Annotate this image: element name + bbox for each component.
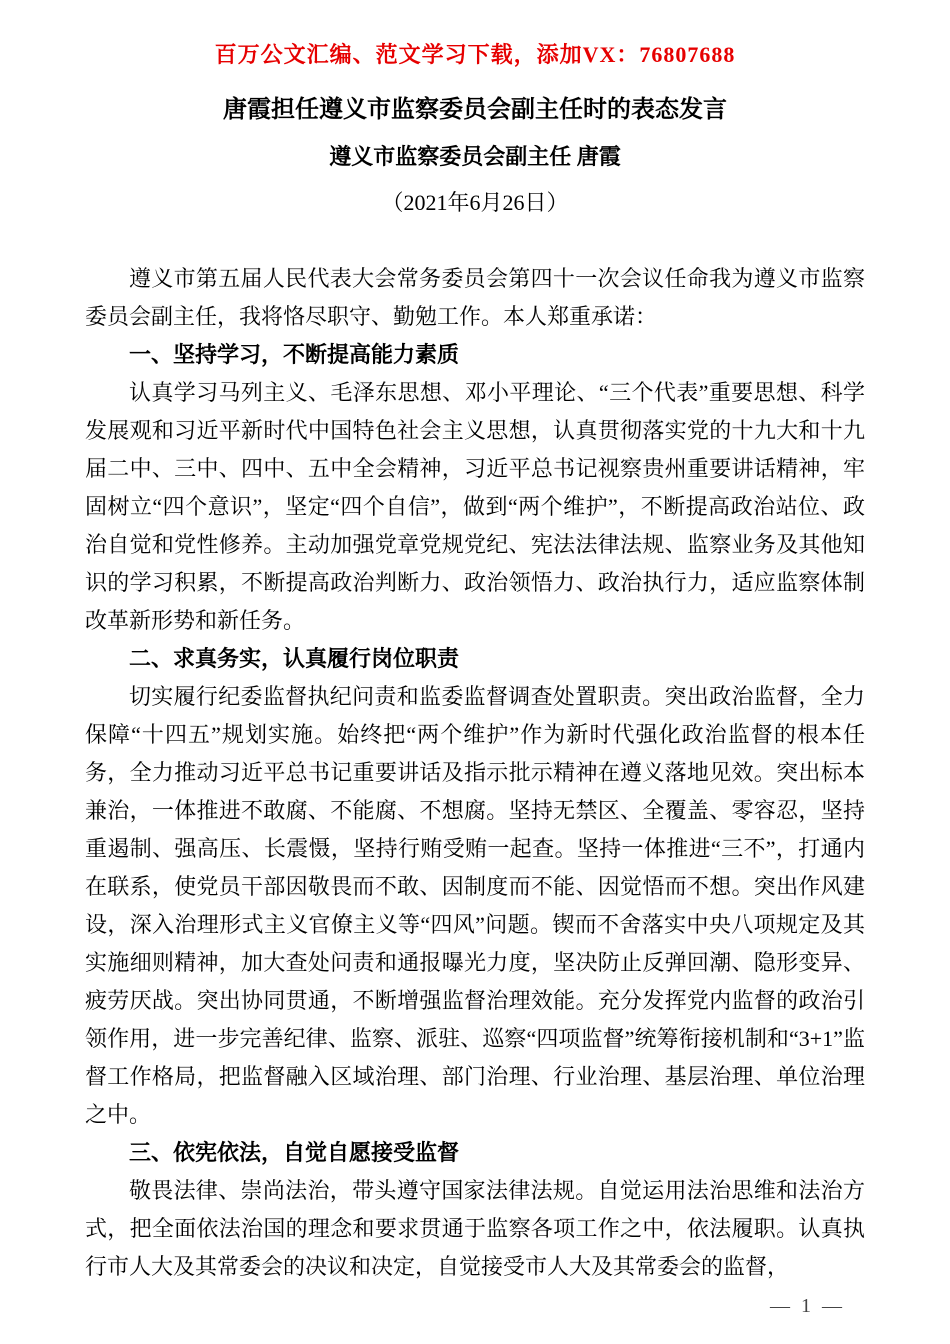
section-heading-2: 二、求真务实，认真履行岗位职责 [129, 646, 460, 671]
section-heading-3: 三、依宪依法，自觉自愿接受监督 [129, 1140, 460, 1165]
paragraph-intro: 遵义市第五届人民代表大会常务委员会第四十一次会议任命我为遵义市监察委员会副主任，我将恪尽职守、勤勉工作。本人郑重承诺： [85, 266, 865, 329]
document-subtitle-author: 遵义市监察委员会副主任 唐霞 [329, 144, 621, 169]
document-title: 唐霞担任遵义市监察委员会副主任时的表态发言 [223, 97, 727, 123]
document-date: （2021年6月26日） [381, 190, 569, 215]
section-heading-1: 一、坚持学习，不断提高能力素质 [129, 342, 460, 367]
document-body [85, 260, 865, 1286]
paragraph-section-1: 认真学习马列主义、毛泽东思想、邓小平理论、“三个代表”重要思想、科学发展观和习近平新时代中国特色社会主义思想，认真贯彻落实党的十九大和十九届二中、三中、四中、五中全会精神，习近平总书记视察贵州重要讲话精神，牢固树立“四个意识”，坚定“四个自信”，做到“两个维护”，不断提高政治站位、政治自觉和党性修养。主动加强党章党规党纪、宪法法律法规、监察业务及其他知识的学习积累，不断提高政治判断力、政治领悟力、政治执行力，适应监察体制改革新形势和新任务。 [85, 380, 865, 633]
page-number: — 1 — [770, 1295, 845, 1317]
promo-header-text: 百万公文汇编、范文学习下载，添加VX：76807688 [214, 42, 736, 67]
paragraph-section-2: 切实履行纪委监督执纪问责和监委监督调查处置职责。突出政治监督，全力保障“十四五”规划实施。始终把“两个维护”作为新时代强化政治监督的根本任务，全力推动习近平总书记重要讲话及指示批示精神在遵义落地见效。突出标本兼治，一体推进不敢腐、不能腐、不想腐。坚持无禁区、全覆盖、零容忍，坚持重遏制、强高压、长震慑，坚持行贿受贿一起查。坚持一体推进“三不”，打通内在联系，使党员干部因敬畏而不敢、因制度而不能、因觉悟而不想。突出作风建设，深入治理形式主义官僚主义等“四风”问题。锲而不舍落实中央八项规定及其实施细则精神，加大查处问责和通报曝光力度，坚决防止反弹回潮、隐形变异、疲劳厌战。突出协同贯通，不断增强监督治理效能。充分发挥党内监督的政治引领作用，进一步完善纪律、监察、派驻、巡察“四项监督”统筹衔接机制和“3+1”监督工作格局，把监督融入区域治理、部门治理、行业治理、基层治理、单位治理之中。 [85, 684, 865, 1127]
paragraph-section-3: 敬畏法律、崇尚法治，带头遵守国家法律法规。自觉运用法治思维和法治方式，把全面依法治国的理念和要求贯通于监察各项工作之中，依法履职。认真执行市人大及其常委会的决议和决定，自觉接受市人大及其常委会的监督， [85, 1178, 865, 1279]
